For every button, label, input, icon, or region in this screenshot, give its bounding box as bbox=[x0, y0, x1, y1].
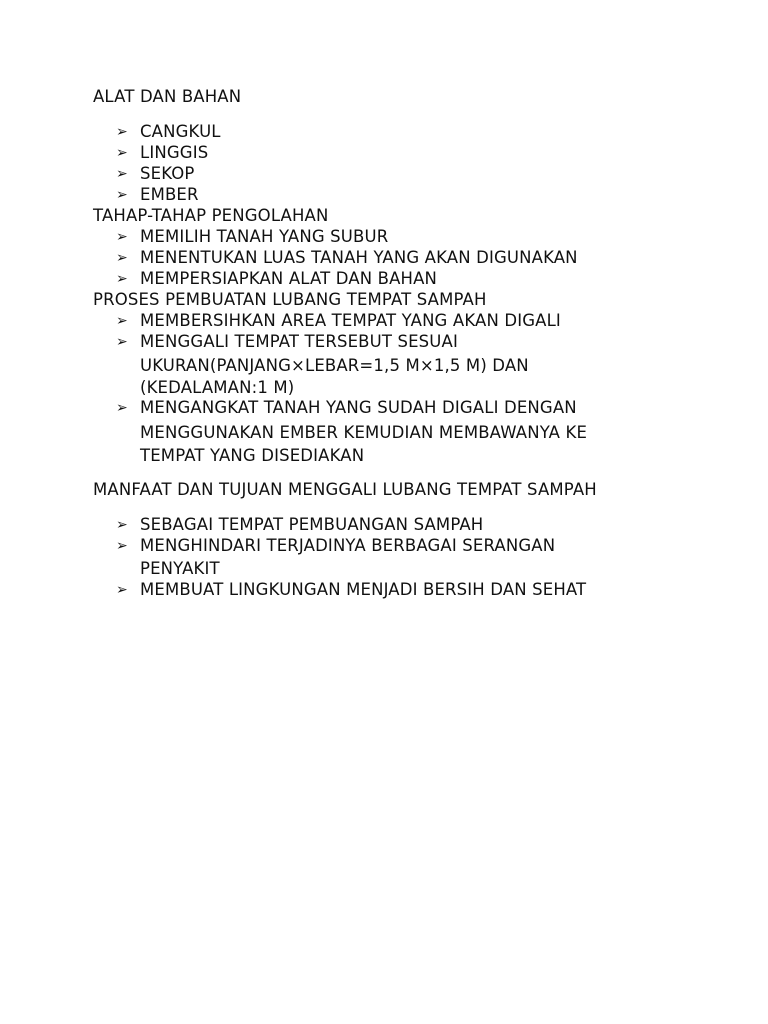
list-item bbox=[116, 164, 195, 184]
list-item-text: MENGANGKAT TANAH YANG SUDAH DIGALI DENGAN bbox=[140, 398, 577, 417]
list-item-continuation: (KEDALAMAN:1 M) bbox=[140, 378, 295, 397]
arrow-bullet-icon: ➢ bbox=[116, 229, 128, 245]
list-item-text: MENENTUKAN LUAS TANAH YANG AKAN DIGUNAKAN bbox=[140, 248, 578, 267]
arrow-bullet-icon: ➢ bbox=[116, 250, 128, 266]
list-item bbox=[116, 332, 458, 352]
list-item bbox=[116, 515, 483, 535]
list-item bbox=[116, 122, 221, 142]
arrow-bullet-icon: ➢ bbox=[116, 334, 128, 350]
list-item-text: SEBAGAI TEMPAT PEMBUANGAN SAMPAH bbox=[140, 515, 484, 534]
list-item bbox=[116, 536, 555, 556]
section-heading-alat-dan-bahan: ALAT DAN BAHAN bbox=[93, 87, 242, 106]
list-item-continuation: MENGGUNAKAN EMBER KEMUDIAN MEMBAWANYA KE bbox=[140, 423, 588, 442]
list-item bbox=[116, 311, 561, 331]
arrow-bullet-icon: ➢ bbox=[116, 517, 128, 533]
arrow-bullet-icon: ➢ bbox=[116, 582, 128, 598]
list-item-continuation: PENYAKIT bbox=[140, 559, 220, 578]
list-item bbox=[116, 398, 577, 418]
arrow-bullet-icon: ➢ bbox=[116, 145, 128, 161]
list-item-text: MENGGALI TEMPAT TERSEBUT SESUAI bbox=[140, 332, 458, 351]
list-item-continuation: UKURAN(PANJANG×LEBAR=1,5 M×1,5 M) DAN bbox=[140, 356, 529, 375]
section-heading-manfaat-dan-tujuan: MANFAAT DAN TUJUAN MENGGALI LUBANG TEMPAT SAMPAH bbox=[93, 480, 597, 499]
arrow-bullet-icon: ➢ bbox=[116, 271, 128, 287]
list-item bbox=[116, 185, 199, 205]
list-item bbox=[116, 143, 208, 163]
list-item bbox=[116, 227, 388, 247]
arrow-bullet-icon: ➢ bbox=[116, 166, 128, 182]
section-heading-proses-pembuatan: PROSES PEMBUATAN LUBANG TEMPAT SAMPAH bbox=[93, 290, 487, 309]
list-item-text: MEMILIH TANAH YANG SUBUR bbox=[140, 227, 389, 246]
list-item-continuation: TEMPAT YANG DISEDIAKAN bbox=[140, 446, 365, 465]
list-item-text: LINGGIS bbox=[140, 143, 209, 162]
list-item-text: MEMBERSIHKAN AREA TEMPAT YANG AKAN DIGALI bbox=[140, 311, 561, 330]
list-item bbox=[116, 269, 437, 289]
arrow-bullet-icon: ➢ bbox=[116, 400, 128, 416]
list-item-text: CANGKUL bbox=[140, 122, 221, 141]
arrow-bullet-icon: ➢ bbox=[116, 538, 128, 554]
list-item bbox=[116, 580, 586, 600]
list-item-text: MEMPERSIAPKAN ALAT DAN BAHAN bbox=[140, 269, 438, 288]
list-item bbox=[116, 248, 578, 268]
section-heading-tahap-pengolahan: TAHAP-TAHAP PENGOLAHAN bbox=[93, 206, 329, 225]
arrow-bullet-icon: ➢ bbox=[116, 187, 128, 203]
arrow-bullet-icon: ➢ bbox=[116, 313, 128, 329]
list-item-text: EMBER bbox=[140, 185, 199, 204]
arrow-bullet-icon: ➢ bbox=[116, 124, 128, 140]
list-item-text: MENGHINDARI TERJADINYA BERBAGAI SERANGAN bbox=[140, 536, 556, 555]
list-item-text: MEMBUAT LINGKUNGAN MENJADI BERSIH DAN SEHAT bbox=[140, 580, 587, 599]
list-item-text: SEKOP bbox=[140, 164, 195, 183]
